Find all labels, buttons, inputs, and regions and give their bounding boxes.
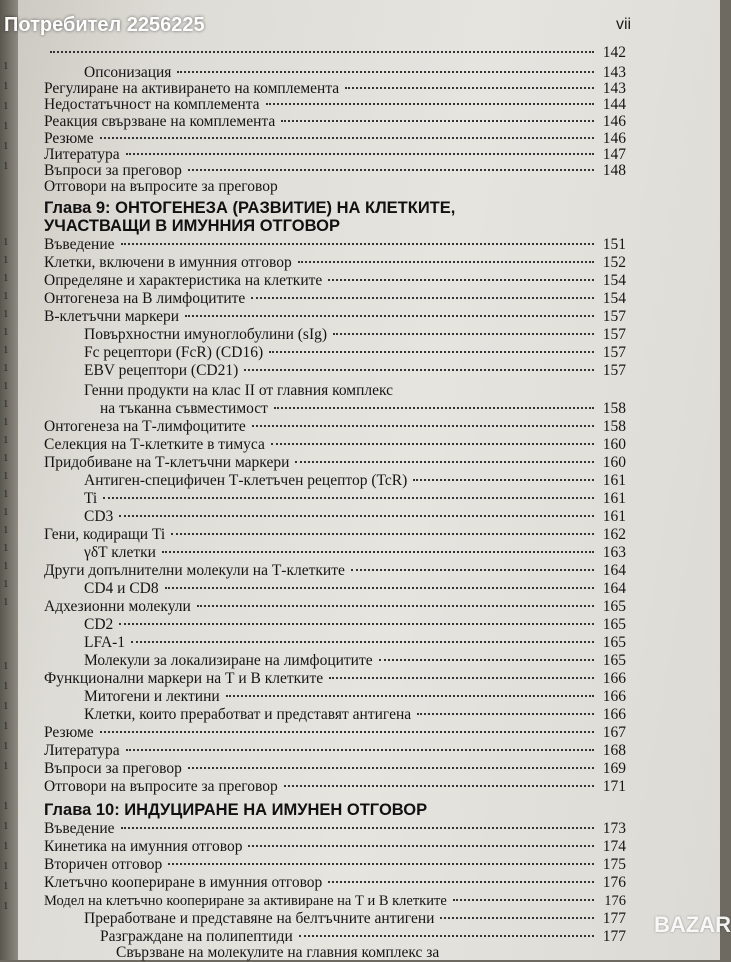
toc-entry: Определяне и характеристика на клетките 154 [44, 272, 626, 289]
toc-entry: γδT клетки 163 [84, 544, 626, 561]
toc-entry: Гени, кодиращи Ti 162 [44, 526, 626, 543]
toc-entry: CD4 и CD8 164 [84, 580, 626, 597]
toc-entry: Fc рецептори (FcR) (CD16) 157 [84, 344, 626, 361]
chapter-heading: УЧАСТВАЩИ В ИМУННИЯ ОТГОВОР [44, 217, 340, 235]
chapter-heading: Глава 10: ИНДУЦИРАНЕ НА ИМУНЕН ОТГОВОР [44, 801, 428, 819]
toc-entry: Вторичен отговор 175 [44, 856, 626, 873]
toc-entry: Въпроси за преговор 148 [44, 162, 626, 179]
toc-entry: Селекция на Т-клетките в тимуса 160 [44, 436, 626, 453]
toc-entry: Митогени и лектини 166 [84, 688, 626, 705]
toc-entry: Въведение 173 [44, 820, 626, 837]
toc-entry: LFA-1 165 [84, 634, 626, 651]
toc-entry: Онтогенеза на В лимфоцитите 154 [44, 290, 626, 307]
toc-entry: Клетки, които преработват и представят антигена 166 [84, 706, 626, 723]
toc-entry: Генни продукти на клас II от главния комплекс [84, 382, 394, 399]
toc-entry: Реакция свързване на комплемента 146 [44, 113, 626, 130]
toc-entry: В-клетъчни маркери 157 [44, 308, 626, 325]
toc-entry: Литература 147 [44, 146, 626, 163]
toc-entry: Литература 168 [44, 742, 626, 759]
toc-entry: Онтогенеза на Т-лимфоцитите 158 [44, 418, 626, 435]
bazar-logo: BAZAR [654, 912, 731, 937]
toc-entry: Свързване на молекулите на главния комплекс за [116, 944, 440, 961]
toc-entry: 142 [44, 44, 626, 62]
toc-entry: CD3 161 [84, 508, 626, 525]
toc-entry: Клетки, включени в имунния отговор 152 [44, 254, 626, 271]
book-page [18, 0, 731, 961]
toc-entry: Клетъчно коопериране в имунния отговор 176 [44, 874, 626, 891]
toc-entry: Функционални маркери на Т и В клетките 166 [44, 670, 626, 687]
user-watermark: Потребител 2256225 [4, 14, 205, 36]
toc-entry: Недостатъчност на комплемента 144 [44, 96, 626, 113]
toc-entry: Други допълнителни молекули на Т-клетките 164 [44, 562, 626, 579]
toc-entry: на тъканна съвместимост 158 [100, 400, 626, 417]
toc-entry: CD2 165 [84, 616, 626, 633]
previous-page-edge: 1 1 1 1 1 1 1 1 1 1 1 1 1 1 1 1 1 1 1 1 1 1 1 1 1 1 1 1 1 1 1 1 1 1 1 1 1 1 1 [0, 0, 18, 960]
toc-entry: Повърхностни имуноглобулини (sIg) 157 [84, 326, 626, 343]
chapter-heading: Глава 9: ОНТОГЕНЕЗА (РАЗВИТИЕ) НА КЛЕТКИТЕ, [44, 199, 456, 217]
toc-entry: Ti 161 [84, 490, 626, 507]
toc-entry: Отговори на въпросите за преговор [44, 178, 278, 195]
toc-entry: Кинетика на имунния отговор 174 [44, 838, 626, 855]
toc-entry: Регулиране на активирането на комплемента 143 [44, 80, 626, 97]
toc-entry: Резюме 167 [44, 724, 626, 741]
toc-entry: Придобиване на Т-клетъчни маркери 160 [44, 454, 626, 471]
toc-entry: Модел на клетъчно коопериране за активиране на Т и В клетките 176 [44, 893, 626, 909]
toc-entry: Резюме 146 [44, 130, 626, 147]
toc-entry: Адхезионни молекули 165 [44, 598, 626, 615]
toc-entry: Преработване и представяне на белтъчните антигени 177 [84, 910, 626, 927]
toc-entry: EBV рецептори (CD21) 157 [84, 362, 626, 379]
toc-entry: Въведение 151 [44, 236, 626, 253]
toc-entry: Въпроси за преговор 169 [44, 760, 626, 777]
toc-entry: Молекули за локализиране на лимфоцитите 165 [84, 652, 626, 669]
toc-entry: Антиген-специфичен Т-клетъчен рецептор (TcR) 161 [84, 472, 626, 489]
toc-entry: Отговори на въпросите за преговор 171 [44, 778, 626, 795]
toc-entry: Разграждане на полипептиди 177 [100, 928, 626, 945]
toc-entry: Опсонизация 143 [84, 64, 626, 81]
page-number: vii [616, 16, 632, 33]
